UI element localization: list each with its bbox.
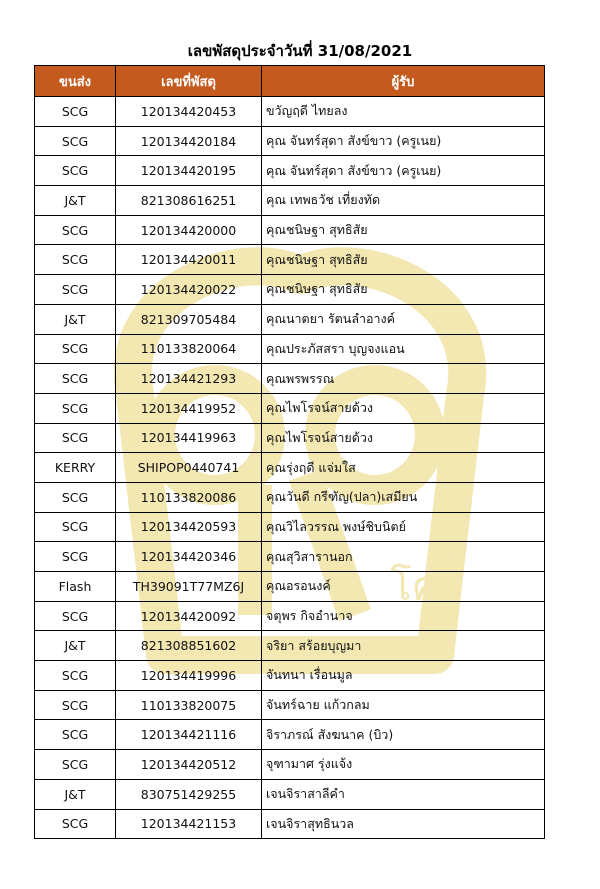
cell-recipient: คุณชนิษฐา สุทธิสัย bbox=[262, 215, 545, 245]
table-row bbox=[35, 542, 545, 572]
cell-recipient: คุณอรอนงค์ bbox=[262, 572, 545, 602]
cell-recipient: คุณรุ่งฤดี แจ่มใส bbox=[262, 453, 545, 483]
cell-recipient: คุณชนิษฐา สุทธิสัย bbox=[262, 275, 545, 305]
table-row bbox=[35, 779, 545, 809]
cell-carrier: SCG bbox=[35, 423, 116, 453]
cell-recipient: คุณสุวิสารานอก bbox=[262, 542, 545, 572]
cell-carrier: SCG bbox=[35, 512, 116, 542]
cell-carrier: J&T bbox=[35, 304, 116, 334]
cell-carrier: J&T bbox=[35, 186, 116, 216]
cell-recipient: คุณ จันทร์สุดา สังข์ขาว (ครูเนย) bbox=[262, 126, 545, 156]
cell-tracking: 120134420453 bbox=[116, 97, 262, 127]
cell-recipient: จริยา สร้อยบุญมา bbox=[262, 631, 545, 661]
table-row bbox=[35, 156, 545, 186]
cell-tracking: 120134420512 bbox=[116, 750, 262, 780]
cell-recipient: คุณวิไลวรรณ พงษ์ชิบนิตย์ bbox=[262, 512, 545, 542]
cell-tracking: 821309705484 bbox=[116, 304, 262, 334]
cell-tracking: 110133820086 bbox=[116, 482, 262, 512]
cell-tracking: 120134421116 bbox=[116, 720, 262, 750]
cell-tracking: SHIPOP0440741 bbox=[116, 453, 262, 483]
cell-tracking: 830751429255 bbox=[116, 779, 262, 809]
cell-tracking: 120134419952 bbox=[116, 393, 262, 423]
table-row bbox=[35, 215, 545, 245]
cell-carrier: SCG bbox=[35, 275, 116, 305]
table-row bbox=[35, 750, 545, 780]
cell-carrier: SCG bbox=[35, 156, 116, 186]
cell-recipient: เจนจิราสาลีคำ bbox=[262, 779, 545, 809]
table-row bbox=[35, 364, 545, 394]
table-row bbox=[35, 809, 545, 839]
parcel-table bbox=[34, 65, 545, 839]
cell-tracking: 120134420022 bbox=[116, 275, 262, 305]
page-title: เลขพัสดุประจำวันที่ 31/08/2021 bbox=[187, 42, 413, 60]
cell-tracking: 120134420000 bbox=[116, 215, 262, 245]
cell-tracking: 821308851602 bbox=[116, 631, 262, 661]
cell-carrier: SCG bbox=[35, 809, 116, 839]
cell-recipient: คุณ เทพธวัช เที่ยงทัด bbox=[262, 186, 545, 216]
table-header-row bbox=[35, 66, 545, 97]
table-row bbox=[35, 334, 545, 364]
cell-recipient: คุณ จันทร์สุดา สังข์ขาว (ครูเนย) bbox=[262, 156, 545, 186]
table-row bbox=[35, 97, 545, 127]
header-tracking: เลขที่พัสดุ bbox=[116, 66, 262, 97]
header-recipient: ผู้รับ bbox=[262, 66, 545, 97]
cell-carrier: Flash bbox=[35, 572, 116, 602]
cell-recipient: คุณชนิษฐา สุทธิสัย bbox=[262, 245, 545, 275]
cell-carrier: SCG bbox=[35, 690, 116, 720]
cell-carrier: SCG bbox=[35, 364, 116, 394]
table-row bbox=[35, 304, 545, 334]
cell-tracking: 120134420593 bbox=[116, 512, 262, 542]
table-row bbox=[35, 126, 545, 156]
cell-tracking: 120134419963 bbox=[116, 423, 262, 453]
cell-recipient: จันทนา เรื่อนมูล bbox=[262, 661, 545, 691]
cell-carrier: SCG bbox=[35, 334, 116, 364]
cell-carrier: SCG bbox=[35, 661, 116, 691]
cell-tracking: 120134420195 bbox=[116, 156, 262, 186]
cell-tracking: TH39091T77MZ6J bbox=[116, 572, 262, 602]
cell-recipient: คุณวันดี กรีฑัญ(ปลา)เสมียน bbox=[262, 482, 545, 512]
cell-tracking: 120134421153 bbox=[116, 809, 262, 839]
table-row bbox=[35, 661, 545, 691]
cell-carrier: SCG bbox=[35, 393, 116, 423]
cell-carrier: SCG bbox=[35, 215, 116, 245]
table-row bbox=[35, 601, 545, 631]
cell-carrier: J&T bbox=[35, 779, 116, 809]
cell-carrier: KERRY bbox=[35, 453, 116, 483]
cell-carrier: SCG bbox=[35, 482, 116, 512]
table-row bbox=[35, 393, 545, 423]
cell-recipient: จุฑามาศ รุ่งแจ้ง bbox=[262, 750, 545, 780]
table-row bbox=[35, 690, 545, 720]
cell-tracking: 821308616251 bbox=[116, 186, 262, 216]
cell-tracking: 110133820064 bbox=[116, 334, 262, 364]
cell-recipient: คุณไพโรจน์สายด้วง bbox=[262, 423, 545, 453]
table-row bbox=[35, 512, 545, 542]
cell-tracking: 120134420092 bbox=[116, 601, 262, 631]
cell-tracking: 120134421293 bbox=[116, 364, 262, 394]
cell-recipient: ขวัญฤดี ไทยลง bbox=[262, 97, 545, 127]
cell-carrier: SCG bbox=[35, 97, 116, 127]
cell-carrier: SCG bbox=[35, 720, 116, 750]
table-row bbox=[35, 572, 545, 602]
watermark-text: โคกี้ bbox=[390, 564, 463, 610]
table-row bbox=[35, 482, 545, 512]
cell-recipient: จันทร์ฉาย แก้วกลม bbox=[262, 690, 545, 720]
table-row bbox=[35, 423, 545, 453]
cell-tracking: 120134420011 bbox=[116, 245, 262, 275]
cell-tracking: 120134419996 bbox=[116, 661, 262, 691]
cell-recipient: เจนจิราสุทธินวล bbox=[262, 809, 545, 839]
table-row bbox=[35, 186, 545, 216]
table-row bbox=[35, 453, 545, 483]
cell-carrier: SCG bbox=[35, 542, 116, 572]
table-row bbox=[35, 720, 545, 750]
cell-carrier: SCG bbox=[35, 126, 116, 156]
table-row bbox=[35, 245, 545, 275]
cell-tracking: 120134420346 bbox=[116, 542, 262, 572]
cell-carrier: SCG bbox=[35, 750, 116, 780]
cell-recipient: คุณนาตยา รัตนลำอางค์ bbox=[262, 304, 545, 334]
cell-recipient: คุณพรพรรณ bbox=[262, 364, 545, 394]
cell-tracking: 110133820075 bbox=[116, 690, 262, 720]
cell-recipient: จตุพร กิจอำนาจ bbox=[262, 601, 545, 631]
cell-carrier: SCG bbox=[35, 601, 116, 631]
header-carrier: ขนส่ง bbox=[35, 66, 116, 97]
cell-recipient: คุณไพโรจน์สายด้วง bbox=[262, 393, 545, 423]
cell-recipient: จิราภรณ์ สังฆนาค (บิว) bbox=[262, 720, 545, 750]
cell-carrier: SCG bbox=[35, 245, 116, 275]
table-row bbox=[35, 275, 545, 305]
cell-tracking: 120134420184 bbox=[116, 126, 262, 156]
cell-carrier: J&T bbox=[35, 631, 116, 661]
cell-recipient: คุณประภัสสรา บุญจงแอน bbox=[262, 334, 545, 364]
table-row bbox=[35, 631, 545, 661]
